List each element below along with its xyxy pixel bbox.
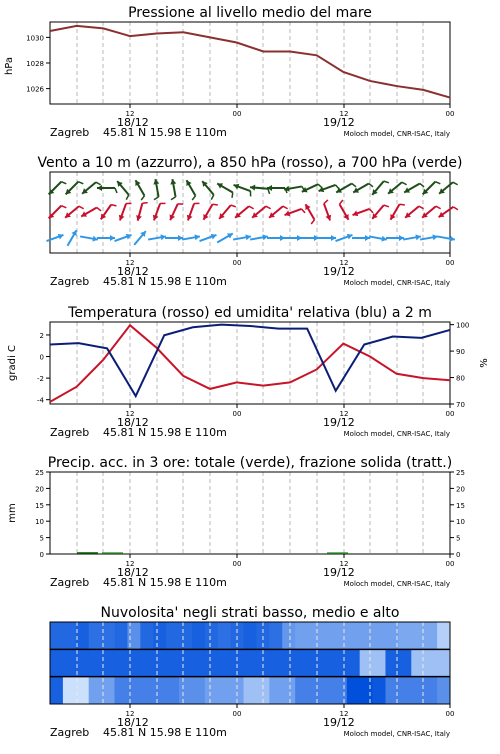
cloud-cell-alto [424, 622, 437, 649]
wind-barb [171, 197, 176, 200]
wind-10m-arrow [217, 233, 233, 242]
wind-barb [61, 182, 66, 184]
wind-barb [231, 205, 236, 207]
y-axis-label: gradi C [7, 345, 18, 381]
wind-barb [192, 196, 195, 200]
wind-barb [369, 184, 373, 187]
cloud-cell-alto [153, 622, 166, 649]
y-tick-label: 25 [35, 469, 44, 477]
panel-title: Pressione al livello medio del mare [128, 5, 372, 21]
model-credit: Moloch model, CNR-ISAC, Italy [344, 730, 450, 738]
y2-tick-label: 0 [456, 551, 460, 559]
x-tick-label: 00 [446, 259, 455, 267]
y-axis-label: mm [7, 503, 18, 522]
wind-850hPa-arrow [269, 206, 288, 218]
date-label: 19/12 [323, 716, 355, 729]
wind-10m-arrow [403, 234, 421, 240]
cloud-cell-basso [179, 677, 192, 704]
wind-barb [142, 203, 147, 204]
y-tick-label: -2 [37, 375, 44, 383]
wind-700hPa-arrow [336, 184, 356, 193]
panel-title: Nuvolosita' negli strati basso, medio e alto [101, 605, 400, 621]
cloud-cell-medio [179, 649, 192, 676]
cloud-cell-alto [244, 622, 257, 649]
wind-850hPa-arrow [203, 204, 217, 220]
cloud-cell-basso [373, 677, 386, 704]
y-tick-label: 0 [40, 354, 44, 362]
station-name: Zagreb [50, 426, 89, 439]
wind-850hPa-arrow [372, 205, 389, 219]
cloud-cell-medio [205, 649, 218, 676]
cloud-cell-medio [360, 649, 373, 676]
cloud-cell-medio [115, 649, 128, 676]
wind-barb [400, 204, 405, 205]
wind-barb [211, 195, 214, 200]
cloud-cell-medio [347, 649, 360, 676]
cloud-cell-basso [89, 677, 102, 704]
wind-10m-arrow [352, 235, 370, 241]
date-label: 18/12 [117, 416, 149, 429]
date-label: 19/12 [323, 416, 355, 429]
cloud-cell-medio [334, 649, 347, 676]
cloud-cell-alto [282, 622, 295, 649]
x-tick-label: 00 [446, 710, 455, 718]
y2-tick-label: 20 [456, 485, 465, 493]
wind-barb [311, 220, 314, 224]
wind-barb [154, 197, 159, 200]
cloud-cell-alto [360, 622, 373, 649]
wind-700hPa-arrow [117, 181, 129, 200]
cloud-cell-medio [282, 649, 295, 676]
cloud-cell-medio [424, 649, 437, 676]
station-name: Zagreb [50, 576, 89, 589]
cloud-cell-basso [218, 677, 231, 704]
wind-10m-arrow [369, 236, 387, 242]
cloud-cell-medio [218, 649, 231, 676]
wind-barb [141, 196, 144, 200]
date-label: 19/12 [323, 265, 355, 278]
wind-barb [324, 200, 328, 204]
wind-10m-arrow [386, 235, 404, 241]
cloud-cell-alto [127, 622, 140, 649]
wind-barb [266, 206, 271, 209]
cloud-cell-alto [269, 622, 282, 649]
wind-700hPa-arrow [153, 179, 159, 200]
y2-tick-label: 5 [456, 535, 460, 543]
cloud-cell-basso [437, 677, 450, 704]
cloud-cell-basso [347, 677, 360, 704]
wind-850hPa-arrow [422, 206, 441, 218]
cloud-cell-medio [76, 649, 89, 676]
wind-10m-arrow [267, 235, 285, 241]
wind-700hPa-arrow [170, 179, 176, 200]
cloud-cell-medio [192, 649, 205, 676]
model-credit: Moloch model, CNR-ISAC, Italy [344, 580, 450, 588]
wind-barb [126, 195, 129, 200]
wind-850hPa-arrow [324, 200, 331, 221]
wind-850hPa-arrow [252, 206, 271, 218]
wind-barb [384, 205, 389, 207]
wind-barb [96, 182, 101, 185]
wind-barb [78, 182, 83, 184]
plot-frame [50, 322, 450, 404]
wind-700hPa-arrow [423, 182, 441, 195]
panel-title: Vento a 10 m (azzurro), a 850 hPa (rosso), a 700 hPa (verde) [37, 155, 462, 171]
x-tick-label: 12 [126, 410, 135, 418]
wind-700hPa-arrow [234, 184, 251, 197]
wind-850hPa-arrow [305, 204, 314, 224]
wind-barb [232, 193, 233, 198]
y-tick-label: 0 [40, 551, 44, 559]
station-coords: 45.81 N 15.98 E 110m [103, 275, 227, 288]
wind-700hPa-arrow [97, 185, 117, 193]
wind-barb [384, 181, 389, 183]
wind-850hPa-arrow [81, 208, 101, 217]
x-tick-label: 00 [233, 110, 242, 118]
date-label: 18/12 [117, 265, 149, 278]
wind-barb [115, 188, 117, 193]
station-coords: 45.81 N 15.98 E 110m [103, 126, 227, 139]
model-credit: Moloch model, CNR-ISAC, Italy [344, 130, 450, 138]
wind-850hPa-arrow [136, 203, 148, 221]
wind-700hPa-arrow [439, 182, 458, 194]
wind-barb [335, 185, 339, 189]
date-label: 18/12 [117, 716, 149, 729]
y2-tick-label: 70 [456, 401, 465, 409]
cloud-cell-basso [102, 677, 115, 704]
cloud-cell-medio [127, 649, 140, 676]
cloud-cell-basso [334, 677, 347, 704]
wind-barb [453, 182, 458, 185]
wind-850hPa-arrow [153, 203, 166, 220]
wind-850hPa-arrow [170, 204, 184, 220]
cloud-cell-alto [179, 622, 192, 649]
wind-barb [283, 206, 288, 209]
cloud-cell-medio [89, 649, 102, 676]
y-tick-label: 20 [35, 485, 44, 493]
cloud-cell-alto [140, 622, 153, 649]
x-tick-label: 00 [446, 410, 455, 418]
wind-barb [318, 184, 322, 188]
cloud-cell-medio [153, 649, 166, 676]
wind-10m-arrow [437, 236, 455, 242]
wind-10m-arrow [200, 234, 217, 241]
date-label: 18/12 [117, 116, 149, 129]
pressure-line [50, 26, 450, 98]
wind-700hPa-arrow [267, 185, 287, 193]
plot-frame [50, 22, 450, 104]
x-tick-label: 00 [233, 410, 242, 418]
wind-barb [436, 206, 441, 209]
wind-barb [249, 206, 254, 209]
cloud-cell-medio [321, 649, 334, 676]
wind-10m-arrow [80, 236, 98, 242]
y2-tick-label: 90 [456, 348, 465, 356]
y2-axis-label: % [479, 358, 490, 368]
cloud-cell-medio [50, 649, 63, 676]
cloud-cell-basso [398, 677, 411, 704]
cloud-cell-medio [308, 649, 321, 676]
cloud-cell-alto [321, 622, 334, 649]
wind-10m-arrow [284, 235, 302, 241]
wind-10m-arrow [47, 234, 64, 241]
cloud-cell-alto [205, 622, 218, 649]
cloud-cell-alto [373, 622, 386, 649]
y-tick-label: -4 [37, 397, 45, 405]
x-tick-label: 00 [233, 710, 242, 718]
cloud-cell-alto [347, 622, 360, 649]
cloud-cell-basso [424, 677, 437, 704]
precip-bar [102, 552, 123, 554]
wind-700hPa-arrow [372, 181, 389, 195]
cloud-cell-alto [192, 622, 205, 649]
wind-10m-arrow [336, 234, 353, 241]
date-label: 19/12 [323, 116, 355, 129]
cloud-cell-basso [244, 677, 257, 704]
cloud-cell-alto [63, 622, 76, 649]
wind-700hPa-arrow [66, 182, 84, 195]
cloud-cell-basso [192, 677, 205, 704]
wind-850hPa-arrow [235, 206, 254, 218]
wind-barb [97, 208, 101, 211]
wind-10m-arrow [233, 234, 251, 240]
cloud-cell-alto [295, 622, 308, 649]
wind-10m-arrow [301, 235, 319, 241]
wind-barb [352, 184, 356, 187]
station-coords: 45.81 N 15.98 E 110m [103, 726, 227, 739]
cloud-cell-basso [308, 677, 321, 704]
cloud-cell-alto [76, 622, 89, 649]
wind-850hPa-arrow [285, 209, 306, 216]
x-tick-label: 00 [233, 560, 242, 568]
cloud-cell-medio [437, 649, 450, 676]
precip-bar [327, 552, 348, 554]
cloud-cell-basso [115, 677, 128, 704]
wind-barb [420, 184, 424, 187]
wind-700hPa-arrow [250, 185, 269, 194]
x-tick-label: 12 [340, 259, 349, 267]
x-tick-label: 12 [126, 710, 135, 718]
wind-head [331, 235, 336, 241]
model-credit: Moloch model, CNR-ISAC, Italy [344, 430, 450, 438]
wind-barb [340, 200, 343, 204]
wind-barb [435, 182, 440, 184]
cloud-cell-basso [63, 677, 76, 704]
cloud-cell-medio [244, 649, 257, 676]
y-tick-label: 1026 [26, 86, 44, 94]
y2-tick-label: 15 [456, 502, 465, 510]
wind-700hPa-arrow [135, 180, 144, 200]
wind-barb [453, 207, 458, 210]
cloud-cell-basso [321, 677, 334, 704]
cloud-cell-alto [308, 622, 321, 649]
wind-700hPa-arrow [217, 183, 233, 197]
x-tick-label: 12 [340, 560, 349, 568]
wind-10m-arrow [182, 234, 200, 240]
x-tick-label: 12 [126, 560, 135, 568]
wind-850hPa-arrow [390, 204, 404, 220]
cloud-cell-medio [166, 649, 179, 676]
wind-10m-arrow [115, 234, 132, 241]
station-name: Zagreb [50, 126, 89, 139]
cloud-cell-alto [334, 622, 347, 649]
plot-frame [50, 472, 450, 554]
wind-850hPa-arrow [49, 206, 67, 219]
cloud-cell-basso [127, 677, 140, 704]
cloud-cell-basso [76, 677, 89, 704]
x-tick-label: 12 [340, 410, 349, 418]
humidity-line [50, 325, 450, 396]
y2-tick-label: 10 [456, 518, 465, 526]
wind-10m-arrow [318, 235, 336, 241]
cloud-cell-basso [269, 677, 282, 704]
wind-700hPa-arrow [202, 181, 214, 200]
cloud-cell-basso [360, 677, 373, 704]
y-tick-label: 1028 [26, 60, 44, 68]
cloud-cell-alto [218, 622, 231, 649]
station-coords: 45.81 N 15.98 E 110m [103, 576, 227, 589]
panel-title: Precip. acc. in 3 ore: totale (verde), frazione solida (tratt.) [48, 455, 452, 471]
wind-barb [79, 206, 84, 209]
y-tick-label: 5 [40, 535, 44, 543]
wind-barb [111, 205, 116, 206]
cloud-cell-alto [115, 622, 128, 649]
x-tick-label: 12 [126, 259, 135, 267]
cloud-cell-alto [50, 622, 63, 649]
wind-850hPa-arrow [405, 206, 424, 218]
date-label: 19/12 [323, 566, 355, 579]
x-tick-label: 00 [446, 560, 455, 568]
cloud-cell-alto [398, 622, 411, 649]
y-tick-label: 15 [35, 502, 44, 510]
wind-head [110, 235, 115, 241]
wind-850hPa-arrow [439, 207, 458, 217]
date-label: 18/12 [117, 566, 149, 579]
wind-barb [268, 189, 270, 194]
x-tick-label: 12 [340, 110, 349, 118]
y-tick-label: 2 [40, 332, 44, 340]
station-name: Zagreb [50, 726, 89, 739]
x-tick-label: 12 [126, 110, 135, 118]
y2-tick-label: 25 [456, 469, 465, 477]
cloud-cell-basso [140, 677, 153, 704]
panel-title: Temperatura (rosso) ed umidita' relativa (blu) a 2 m [67, 305, 432, 321]
precip-bar [77, 552, 98, 554]
y-tick-label: 10 [35, 518, 44, 526]
cloud-cell-alto [102, 622, 115, 649]
wind-10m-arrow [134, 231, 146, 245]
wind-barb [301, 209, 305, 213]
wind-head [250, 185, 255, 191]
wind-850hPa-arrow [65, 206, 84, 218]
y-tick-label: 1030 [26, 34, 44, 42]
wind-barb [61, 206, 66, 208]
wind-10m-arrow [250, 234, 268, 240]
x-tick-label: 12 [340, 710, 349, 718]
y-axis-label: hPa [4, 57, 15, 75]
wind-10m-arrow [165, 235, 183, 241]
wind-700hPa-arrow [404, 184, 424, 193]
wind-10m-arrow [97, 235, 115, 241]
wind-10m-arrow [68, 230, 77, 246]
x-tick-label: 00 [446, 110, 455, 118]
cloud-cell-medio [140, 649, 153, 676]
x-tick-label: 00 [233, 259, 242, 267]
wind-700hPa-arrow [319, 185, 340, 192]
cloud-cell-medio [295, 649, 308, 676]
cloud-cell-medio [373, 649, 386, 676]
model-credit: Moloch model, CNR-ISAC, Italy [344, 279, 450, 287]
wind-850hPa-arrow [219, 205, 236, 219]
y2-tick-label: 100 [456, 322, 469, 330]
station-name: Zagreb [50, 275, 89, 288]
cloud-cell-basso [295, 677, 308, 704]
cloud-cell-alto [166, 622, 179, 649]
cloud-cell-basso [153, 677, 166, 704]
wind-barb [213, 204, 218, 205]
cloud-cell-basso [50, 677, 63, 704]
wind-850hPa-arrow [187, 203, 200, 220]
cloud-cell-basso [166, 677, 179, 704]
cloud-cell-basso [282, 677, 295, 704]
cloud-cell-basso [205, 677, 218, 704]
wind-700hPa-arrow [186, 180, 195, 200]
cloud-cell-medio [102, 649, 115, 676]
y2-tick-label: 80 [456, 375, 465, 383]
wind-barb [402, 182, 407, 185]
cloud-cell-alto [437, 622, 450, 649]
cloud-cell-medio [269, 649, 282, 676]
wind-700hPa-arrow [284, 186, 305, 192]
cloud-cell-medio [63, 649, 76, 676]
wind-700hPa-arrow [49, 182, 67, 195]
wind-850hPa-arrow [101, 205, 117, 220]
wind-head [97, 185, 102, 191]
station-coords: 45.81 N 15.98 E 110m [103, 426, 227, 439]
cloud-cell-alto [89, 622, 102, 649]
cloud-cell-medio [398, 649, 411, 676]
